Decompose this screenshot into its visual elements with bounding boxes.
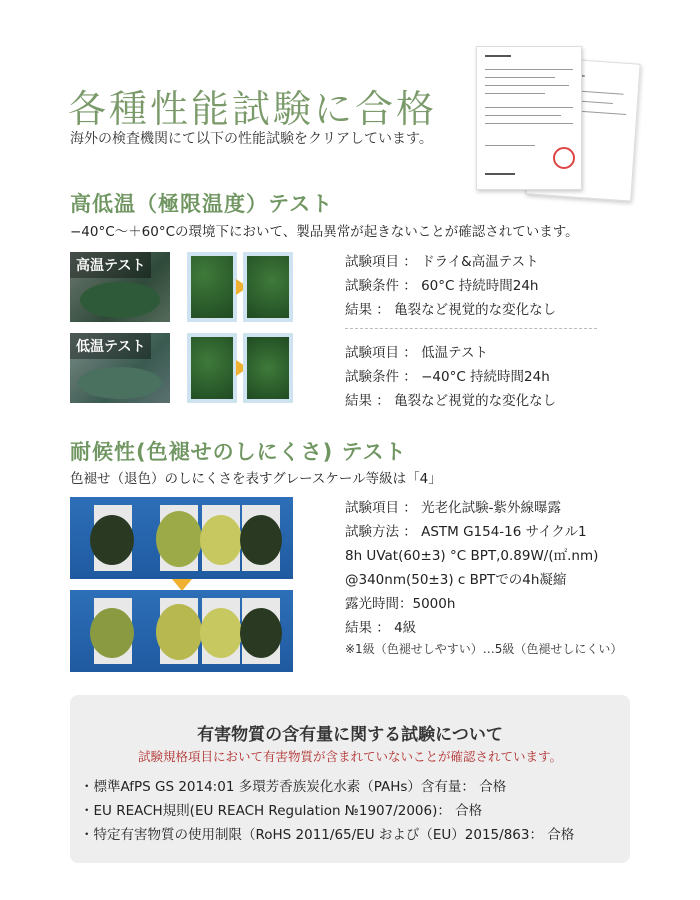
spec-line: 試験項目 ： ドライ&高温テスト: [345, 254, 539, 270]
fade-test-specs: [345, 496, 598, 640]
certificate-document-front: [476, 46, 582, 190]
spec-line: 試験条件 ： −40°C 持続時間24h: [345, 369, 550, 385]
hazard-item: ・標準AfPS GS 2014:01 多環芳香族炭化水素（PAHs）含有量： 合格: [80, 779, 507, 795]
hazard-item: ・EU REACH規則(EU REACH Regulation №1907/2006)： 合格: [80, 803, 483, 819]
fade-test-heading: 耐候性(色褪せのしにくさ) テスト: [70, 440, 407, 464]
page-title: 各種性能試験に合格: [68, 87, 438, 131]
spec-line: 結果 ： 亀裂など視覚的な変化なし: [345, 302, 557, 318]
uv-test-photo-after: [70, 590, 293, 672]
spec-line: 露光時間：5000h: [345, 596, 456, 612]
high-temp-specs: [345, 250, 556, 322]
uv-test-photo-before: [70, 497, 293, 579]
fade-test-description: 色褪せ（退色）のしにくさを表すグレースケール等級は「4」: [70, 471, 442, 487]
spec-line: @340nm(50±3) c BPTでの4h凝縮: [345, 572, 567, 588]
hazard-box-subtitle: 試験規格項目において有害物質が含まれていないことが確認されています。: [137, 749, 562, 764]
page-subtitle: 海外の検査機関にて以下の性能試験をクリアしています。: [70, 131, 433, 147]
stamp-seal-icon: [553, 147, 575, 169]
low-temp-chamber-photo: [70, 333, 170, 403]
grade-scale-note: ※1級（色褪せしやすい）…5級（色褪せしにくい）: [345, 642, 623, 656]
high-temp-sample-before: [187, 252, 237, 322]
spec-line: 試験方法 ： ASTM G154-16 サイクル1: [345, 524, 587, 540]
low-temp-sample-after: [243, 333, 293, 403]
temp-test-description: −40°C〜＋60°Cの環境下において、製品異常が起きないことが確認されています。: [70, 224, 579, 240]
spec-line: 試験項目 ： 低温テスト: [345, 345, 489, 361]
high-temp-sample-after: [243, 252, 293, 322]
temp-test-heading: 高低温（極限温度）テスト: [70, 192, 334, 216]
spec-line: 試験条件 ： 60°C 持続時間24h: [345, 278, 539, 294]
high-temp-chamber-photo: [70, 252, 170, 322]
spec-line: 試験項目 ： 光老化試験-紫外線曝露: [345, 500, 561, 516]
spec-line: 結果 ： 4級: [345, 620, 417, 636]
high-temp-tag: 高温テスト: [70, 252, 151, 278]
spec-line: 8h UVat(60±3) °C BPT,0.89W/(㎡.nm): [345, 548, 599, 564]
low-temp-sample-before: [187, 333, 237, 403]
divider: [345, 328, 597, 329]
hazard-box-title: 有害物質の含有量に関する試験について: [197, 725, 503, 745]
hazardous-substance-box: [70, 695, 630, 863]
low-temp-tag: 低温テスト: [70, 333, 151, 359]
spec-line: 結果 ： 亀裂など視覚的な変化なし: [345, 393, 557, 409]
hazard-item: ・特定有害物質の使用制限（RoHS 2011/65/EU および（EU）2015/863： 合格: [80, 827, 575, 843]
low-temp-specs: [345, 341, 556, 413]
